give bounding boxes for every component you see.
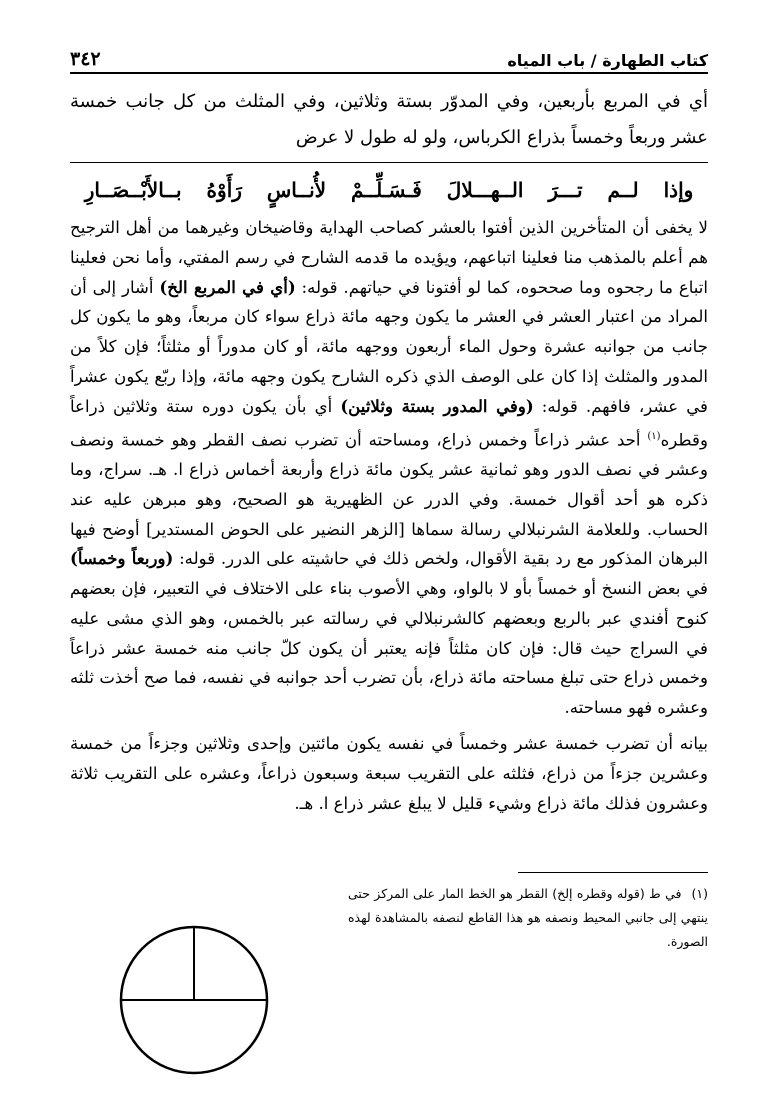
p1-text-5: في بعض النسخ أو خمساً بأو لا بالواو، وهي الأصوب بناء على الاختلاف في التعبير، فإن بعضهم كنوح أفندي عبر بالربع وبعضهم كالشرنبلالي في رسالته عبر بالخمس، وهو الذي مشى عليه في السراج حيث قال: فإن كان مثلثاً فإنه يعتبر أن يكون كلّ جانب منه خمسة عشر ذراعاً وخمس ذراع حتى تبلغ مساحته مائة ذراع، بأن تضرب أحد جوانبه في نفسه، فما صح أخذت ثلثه وعشره فهو مساحته. bbox=[70, 579, 708, 718]
footnote-area bbox=[70, 872, 708, 1072]
page bbox=[70, 40, 708, 1070]
p1-lemma-1: (أي في المربع الخ) bbox=[159, 276, 296, 297]
page-number: ٣٤٢ bbox=[70, 48, 101, 70]
commentary-text: أي في المربع بأربعين، وفي المدوّر بستة وثلاثين، وفي المثلث من كل جانب خمسة عشر وربعاً وخمساً بذراع الكرباس، ولو له طول لا عرض bbox=[70, 91, 708, 148]
poem-hemistich-1: وإذا لــم تـــرَ الــهـــلالَ فَـسَـلِّــمْ bbox=[351, 178, 694, 202]
p1-text-4: أحد عشر ذراعاً وخمس ذراع، ومساحته أن تضرب نصف القطر وهو خمسة ونصف وعشر في نصف الدور وهو ثمانية عشر يكون مائة ذراع وأربعة أخماس ذراع ا. هـ. سراج، وما ذكره هو أحد أقوال خمسة. وفي الدرر عن الظهيرية هو الصحيح، وهو مبرهن عليه عند الحساب. وللعلامة الشرنبلالي رسالة سماها [الزهر النضير على الحوض المستدير] أوضح فيها البرهان المذكور مع رد بقية الأقوال، ولخص ذلك في حاشيته على الدرر. قوله: bbox=[70, 430, 708, 569]
main-text bbox=[70, 213, 708, 818]
running-header bbox=[70, 40, 708, 74]
p1-lemma-3: (وربعاً وخمساً) bbox=[70, 548, 174, 569]
p1-text-2: أشار إلى أن المراد من اعتبار العشر في العشر ما يكون وجهه مائة ذراع سواء كان مربعاً، وهو ما يكون كل جانب من جوانبه عشرة وحول الماء أربعون ووجهه مائة، أو كان مدوراً أو مثلثاً؛ فإن كلاً من المدور والمثلث إذا كان على الوصف الذي ذكره الشارح يكون وجهه مائة، وإذا ربّع يكون عشراً في عشر، فافهم. قوله: bbox=[70, 277, 708, 416]
p1-lemma-2: (وفي المدور بستة وثلاثين) bbox=[340, 395, 534, 416]
footnote-marker: (١) bbox=[647, 430, 661, 442]
paragraph-1 bbox=[70, 213, 708, 723]
p1-text-3: أي بأن يكون دوره ستة وثلاثين ذراعاً وقطره bbox=[70, 396, 708, 450]
footnote-rule bbox=[518, 872, 708, 873]
separator-rule bbox=[70, 162, 708, 163]
circle-diagram bbox=[118, 924, 270, 1076]
footnote bbox=[348, 882, 708, 954]
poem-verse bbox=[70, 175, 708, 205]
paragraph-2: بيانه أن تضرب خمسة عشر وخمساً في نفسه يكون مائتين وإحدى وثلاثين وجزءاً من خمسة وعشرين جزءاً من ذراع، فثلثه على التقريب سبعة وسبعون ذراعاً، وعشره على التقريب ثلاثة وعشرون فذلك مائة ذراع وشيء قليل لا يبلغ عشر ذراع ا. هـ. bbox=[70, 734, 709, 813]
footnote-number: (١) bbox=[691, 886, 708, 901]
footnote-text: في ط (قوله وقطره إلخ) القطر هو الخط المار على المركز حتى ينتهي إلى جانبي المحيط ونصفه هو هذا القاطع لنصفه بالمشاهدة لهذه الصورة. bbox=[348, 886, 708, 949]
chapter-title: كتاب الطهارة / باب المياه bbox=[507, 51, 708, 70]
poem-hemistich-2: لأُنــاسٍ رَأَوْهُ بــالأَبْــصَــارِ bbox=[84, 178, 327, 202]
p1-text-1: لا يخفى أن المتأخرين الذين أفتوا بالعشر كصاحب الهداية وقاضيخان وغيرهما من أهل الترجيح هم أعلم بالمذهب منا فعلينا اتباعهم، ويؤيده ما قدمه الشارح في رسم المفتي، وأما نحن فعلينا اتباع ما رجحوه وما صححوه، كما لو أفتونا في حياتهم. قوله: bbox=[70, 218, 709, 297]
